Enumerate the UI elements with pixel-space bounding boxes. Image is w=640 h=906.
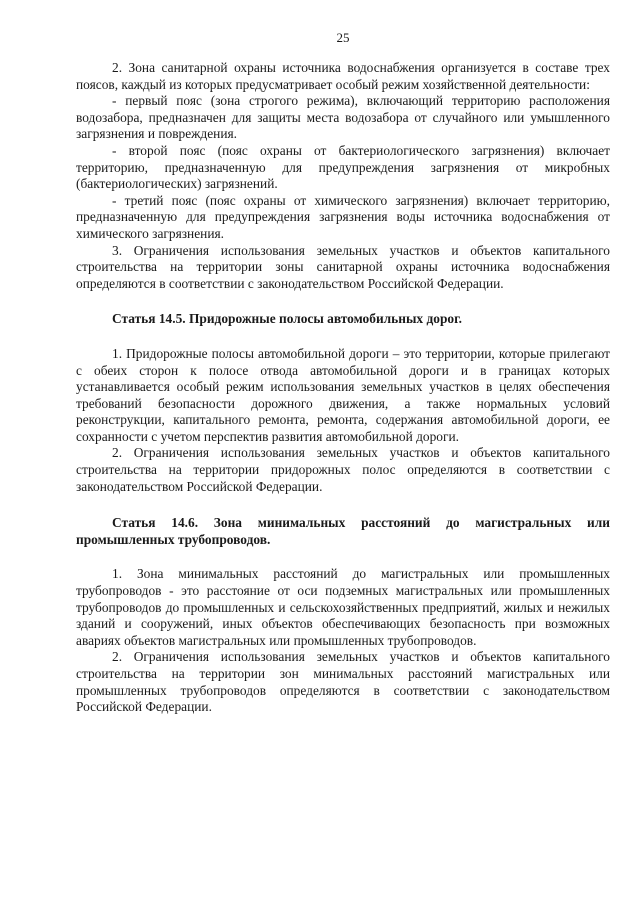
paragraph-sanitary-zone-belts: 2. Зона санитарной охраны источника водоснабжения организуется в составе трех поясов, каждый из которых предусматривает особый режим хозяйственной деятельности: bbox=[76, 60, 610, 92]
paragraph-third-belt: - третий пояс (пояс охраны от химического загрязнения) включает территорию, предназначенную для предупреждения загрязнения воды источника водоснабжения от химического загрязнения. bbox=[76, 192, 610, 241]
document-body bbox=[76, 60, 610, 716]
paragraph-first-belt: - первый пояс (зона строгого режима), включающий территорию расположения водозабора, предназначен для защиты места водозабора от случайного или умышленного загрязнения и повреждения. bbox=[76, 93, 610, 142]
paragraph-sanitary-zone-restrictions: 3. Ограничения использования земельных участков и объектов капитального строительства на территории зоны санитарной охраны источника водоснабжения определяются в соответствии с законодательством Российской Федерации. bbox=[76, 242, 610, 291]
paragraph-roadside-strips-definition: 1. Придорожные полосы автомобильной дороги – это территории, которые прилегают с обеих сторон к полосе отвода автомобильной дороги и в границах которых устанавливается особый режим использования земельных участков в целях обеспечения требований безопасности дорожного движения, а также нормальных условий реконструкции, капитального ремонта, ремонта, содержания автомобильной дороги, ее сохранности с учетом перспектив развития автомобильной дороги. bbox=[76, 345, 610, 444]
paragraph-roadside-strips-restrictions: 2. Ограничения использования земельных участков и объектов капитального строительства на территории придорожных полос определяются в соответствии с законодательством Российской Федерации. bbox=[76, 445, 610, 494]
document-page bbox=[76, 0, 610, 906]
article-heading-14-5: Статья 14.5. Придорожные полосы автомобильных дорог. bbox=[112, 311, 462, 327]
paragraph-pipeline-zone-restrictions: 2. Ограничения использования земельных участков и объектов капитального строительства на территории зон минимальных расстояний магистральных или промышленных трубопроводов определяются в соответствии с законодательством Российской Федерации. bbox=[76, 649, 610, 715]
paragraph-pipeline-zone-definition: 1. Зона минимальных расстояний до магистральных или промышленных трубопроводов - это расстояние от оси подземных магистральных или промышленных трубопроводов до промышленных и сельскохозяйственных предприятий, жилых и нежилых зданий и сооружений, иных объектов обеспечивающих безопасность при возможных авариях объектов магистральных или промышленных трубопроводов. bbox=[76, 566, 610, 648]
article-heading-14-6: Статья 14.6. Зона минимальных расстояний до магистральных или промышленных трубопроводов. bbox=[76, 515, 610, 547]
paragraph-second-belt: - второй пояс (пояс охраны от бактериологического загрязнения) включает территорию, предназначенную для предупреждения загрязнения от микробных (бактериологических) загрязнений. bbox=[76, 142, 610, 192]
page-number: 25 bbox=[336, 30, 350, 45]
